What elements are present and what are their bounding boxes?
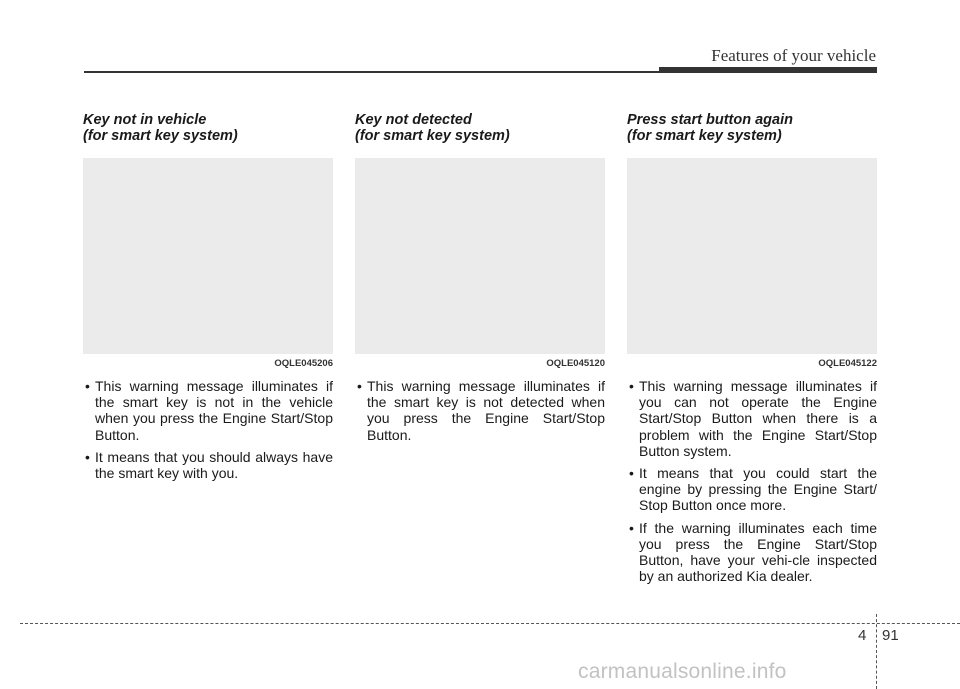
bullet-item: • This warning message illuminates if you can not operate the Engine Start/Stop Button when there is a problem with the Engine Start/Stop Button system. — [629, 378, 877, 459]
section-key-not-in-vehicle — [83, 112, 333, 487]
watermark: carmanualsonline.info — [578, 660, 787, 683]
bullet-item: • It means that you could start the engine by pressing the Engine Start/ Stop Button once more. — [629, 465, 877, 514]
bullet-icon: • — [85, 448, 90, 465]
section-heading-line1: Key not detected — [355, 112, 472, 128]
section-press-start-button-again — [627, 112, 877, 590]
section-heading — [83, 112, 333, 144]
bullet-list — [627, 378, 877, 584]
header-rule — [84, 71, 660, 73]
section-heading-line2: (for smart key system) — [627, 128, 782, 144]
bullet-icon: • — [629, 465, 634, 482]
figure-image — [83, 158, 333, 354]
figure-code: OQLE045122 — [818, 358, 877, 369]
bullet-icon: • — [85, 378, 90, 394]
bullet-icon: • — [629, 378, 634, 394]
section-heading-line1: Key not in vehicle — [83, 112, 207, 128]
figure-image — [627, 158, 877, 354]
bullet-item: • If the warning illuminates each time you press the Engine Start/Stop Button, have your vehi-cle inspected by an authorized Kia dealer. — [629, 519, 877, 585]
section-heading-line2: (for smart key system) — [355, 128, 510, 144]
footer-dashed-divider — [876, 614, 877, 689]
header-rule-accent — [659, 67, 877, 73]
section-key-not-detected — [355, 112, 605, 449]
section-heading-line1: Press start button again — [627, 112, 793, 128]
figure-code: OQLE045120 — [546, 358, 605, 369]
bullet-icon: • — [357, 378, 362, 394]
section-heading-line2: (for smart key system) — [83, 128, 238, 144]
bullet-item: • This warning message illuminates if the smart key is not detected when you press the Engine Start/Stop Button. — [357, 378, 605, 443]
chapter-number: 4 — [858, 627, 867, 644]
section-heading — [627, 112, 877, 144]
bullet-list — [355, 378, 605, 443]
bullet-icon: • — [629, 519, 634, 536]
bullet-list — [83, 378, 333, 481]
section-heading — [355, 112, 605, 144]
footer-dashed-rule — [20, 623, 960, 624]
page-header-title: Features of your vehicle — [711, 46, 876, 65]
figure-image — [355, 158, 605, 354]
bullet-item: • It means that you should always have the smart key with you. — [85, 448, 333, 482]
bullet-item: • This warning message illuminates if the smart key is not in the vehicle when you press the Engine Start/Stop Button. — [85, 378, 333, 443]
figure-code: OQLE045206 — [274, 358, 333, 369]
page-number: 91 — [882, 627, 899, 644]
